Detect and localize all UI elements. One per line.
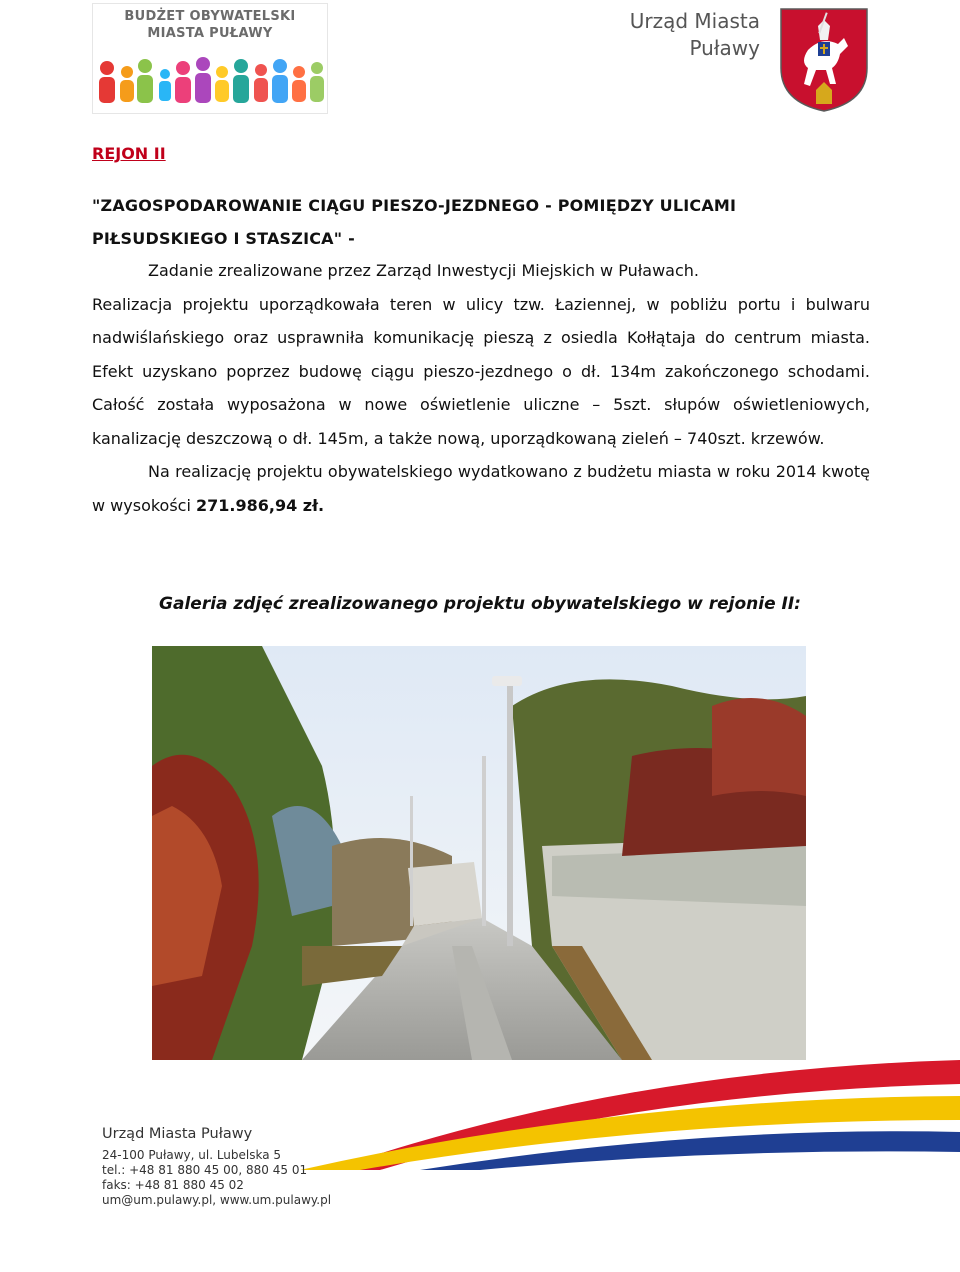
footer-phone: tel.: +48 81 880 45 00, 880 45 01 <box>102 1163 308 1177</box>
people-figures-icon <box>93 50 327 114</box>
project-photo <box>152 646 806 1060</box>
region-heading: REJON II <box>92 144 166 163</box>
paragraph-executor: Zadanie zrealizowane przez Zarząd Inwestycji Miejskich w Puławach. <box>148 261 699 280</box>
footer-email-web: um@um.pulawy.pl, www.um.pulawy.pl <box>102 1193 332 1207</box>
gallery-title: Galeria zdjęć zrealizowanego projektu obywatelskiego w rejonie II: <box>159 594 801 614</box>
logo-line-1: BUDŻET OBYWATELSKI <box>124 9 296 24</box>
paragraph-cost <box>92 455 870 522</box>
footer-office-name: Urząd Miasta Puławy <box>102 1126 253 1142</box>
project-description <box>92 254 870 522</box>
office-name-line-2: Puławy <box>689 36 760 60</box>
paragraph-realization: Realizacja projektu uporządkowała teren w ulicy tzw. Łaziennej, w pobliżu portu i bulwaru nadwiślańskiego oraz usprawniła komunikację pieszą z osiedla Kołłątaja do centrum miasta. Efekt uzyskano poprzez budowę ciągu pieszo-jezdnego o dł. 134m zakończonego schodami. Całość została wyposażona w nowe oświetlenie uliczne – 5szt. słupów oświetleniowych, kanalizację deszczową o dł. 145m, a także nową, uporządkowaną zieleń – 740szt. krzewów. <box>92 294 870 448</box>
project-title: "ZAGOSPODAROWANIE CIĄGU PIESZO-JEZDNEGO - POMIĘDZY ULICAMI PIŁSUDSKIEGO I STASZICA" - <box>92 196 737 248</box>
budget-logo <box>92 3 328 114</box>
logo-text <box>93 8 327 42</box>
office-name <box>600 8 760 62</box>
office-name-line-1: Urząd Miasta <box>629 9 760 33</box>
logo-line-2: MIASTA PUŁAWY <box>147 26 273 41</box>
city-crest-icon <box>778 6 870 114</box>
footer-address: 24-100 Puławy, ul. Lubelska 5 <box>102 1148 282 1162</box>
footer-contact <box>102 1124 331 1208</box>
footer-fax: faks: +48 81 880 45 02 <box>102 1178 244 1192</box>
cost-text: Na realizację projektu obywatelskiego wydatkowano z budżetu miasta w roku 2014 kwotę w wysokości <box>92 462 870 515</box>
cost-amount: 271.986,94 zł. <box>196 495 325 515</box>
